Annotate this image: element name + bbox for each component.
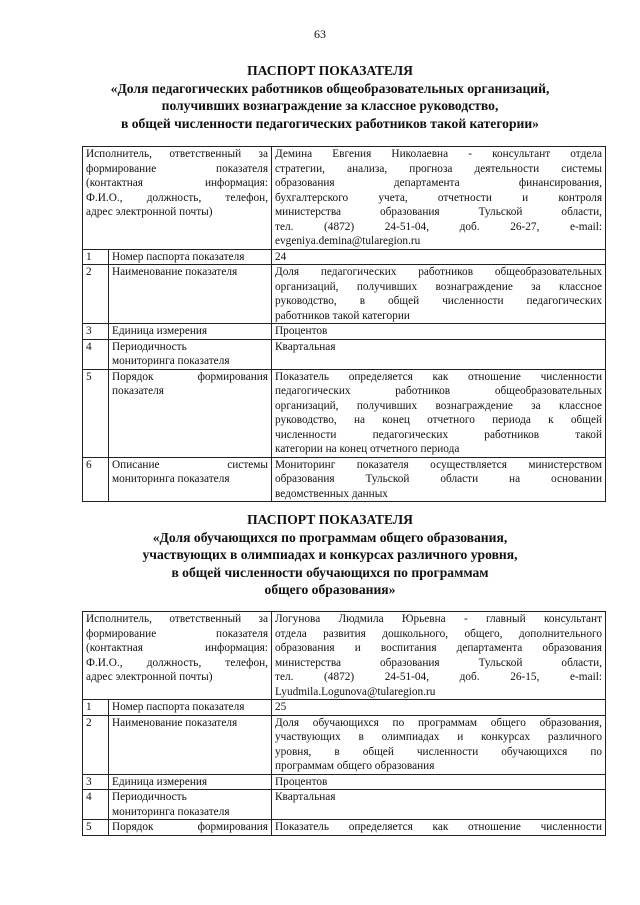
row-value: Мониторинг показателя осуществляется министерством образования Тульской области на основании ведомственных данных (272, 457, 606, 502)
passport-2-heading (60, 511, 600, 599)
passport-2-subtitle-line: участвующих в олимпиадах и конкурсах различного уровня, (142, 547, 518, 562)
row-number: 1 (83, 700, 109, 716)
row-label: Периодичность мониторинга показателя (109, 790, 272, 820)
passport-1-subtitle-line: в общей численности педагогических работников такой категории» (121, 115, 539, 131)
table-row (83, 612, 606, 700)
row-number: 5 (83, 820, 109, 836)
table-row (83, 147, 606, 250)
row-number: 2 (83, 715, 109, 774)
row-number: 3 (83, 774, 109, 790)
row-value: Процентов (272, 774, 606, 790)
table-row (83, 457, 606, 502)
executor-label: Исполнитель, ответственный за формирование показателя (контактная информация: Ф.И.О., должность, телефон, адрес электронной почты) (83, 612, 272, 700)
passport-1-title: ПАСПОРТ ПОКАЗАТЕЛЯ (247, 63, 413, 78)
passport-2-subtitle-line: в общей численности обучающихся по программам (171, 564, 489, 580)
row-number: 6 (83, 457, 109, 502)
row-number: 1 (83, 249, 109, 265)
row-label: Единица измерения (109, 324, 272, 340)
table-row (83, 774, 606, 790)
row-label: Номер паспорта показателя (109, 249, 272, 265)
table-row (83, 715, 606, 774)
row-label: Наименование показателя (109, 265, 272, 324)
row-value: Доля обучающихся по программам общего образования, участвующих в олимпиадах и конкурсах различного уровня, в общей численности обучающихся по программам общего образования (272, 715, 606, 774)
row-label: Порядок формирования показателя (109, 369, 272, 457)
passport-1-table (82, 146, 606, 502)
executor-value: Демина Евгения Николаевна - консультант отдела стратегии, анализа, прогноза деятельности системы образования департамента финансирования, бухгалтерского учета, отчетности и контроля министерства образования Тульской области, тел. (4872) 24-51-04, доб. 26-27, e-mail: evgeniya.demina@tularegion.ru (272, 147, 606, 250)
passport-1-heading (60, 62, 600, 132)
email-link[interactable]: evgeniya.demina@tularegion.ru (275, 235, 421, 247)
row-number: 4 (83, 790, 109, 820)
table-row (83, 700, 606, 716)
row-number: 3 (83, 324, 109, 340)
table-row (83, 790, 606, 820)
row-value: Показатель определяется как отношение численности педагогических работников общеобразовательных организаций, получивших вознаграждение за классное руководство, на конец отчетного периода к общей численности педагогических работников такой категории на конец отчетного периода (272, 369, 606, 457)
page-number: 63 (314, 27, 326, 41)
row-number: 5 (83, 369, 109, 457)
row-value: Доля педагогических работников общеобразовательных организаций, получивших вознаграждение за классное руководство, в общей численности педагогических работников такой категории (272, 265, 606, 324)
row-value: Квартальная (272, 339, 606, 369)
table-row (83, 265, 606, 324)
row-value: Показатель определяется как отношение численности (272, 820, 606, 836)
passport-2-table (82, 611, 606, 836)
row-label: Порядок формирования (109, 820, 272, 836)
row-number: 4 (83, 339, 109, 369)
passport-2-title: ПАСПОРТ ПОКАЗАТЕЛЯ (247, 512, 413, 527)
executor-label: Исполнитель, ответственный за формирование показателя (контактная информация: Ф.И.О., должность, телефон, адрес электронной почты) (83, 147, 272, 250)
row-label: Номер паспорта показателя (109, 700, 272, 716)
executor-value: Логунова Людмила Юрьевна - главный консультант отдела развития дошкольного, общего, дополнительного образования и воспитания департамента образования министерства образования Тульской области, тел. (4872) 24-51-04, доб. 26-15, e-mail: Lyudmila.Logunova@tularegion.ru (272, 612, 606, 700)
passport-2-subtitle-line: общего образования» (264, 582, 396, 597)
row-value: Процентов (272, 324, 606, 340)
row-label: Единица измерения (109, 774, 272, 790)
row-label: Наименование показателя (109, 715, 272, 774)
row-value: 25 (272, 700, 606, 716)
email-link[interactable]: Lyudmila.Logunova@tularegion.ru (275, 685, 436, 698)
row-number: 2 (83, 265, 109, 324)
row-label: Описание системы мониторинга показателя (109, 457, 272, 502)
row-value: 24 (272, 249, 606, 265)
table-row (83, 324, 606, 340)
row-label: Периодичность мониторинга показателя (109, 339, 272, 369)
table-row (83, 339, 606, 369)
table-row (83, 369, 606, 457)
table-row (83, 820, 606, 836)
passport-1-subtitle-line: получивших вознаграждение за классное руководство, (161, 98, 499, 113)
row-value: Квартальная (272, 790, 606, 820)
passport-1-subtitle-line: «Доля педагогических работников общеобразовательных организаций, (110, 80, 550, 96)
passport-2-subtitle-line: «Доля обучающихся по программам общего образования, (152, 529, 508, 545)
table-row (83, 249, 606, 265)
